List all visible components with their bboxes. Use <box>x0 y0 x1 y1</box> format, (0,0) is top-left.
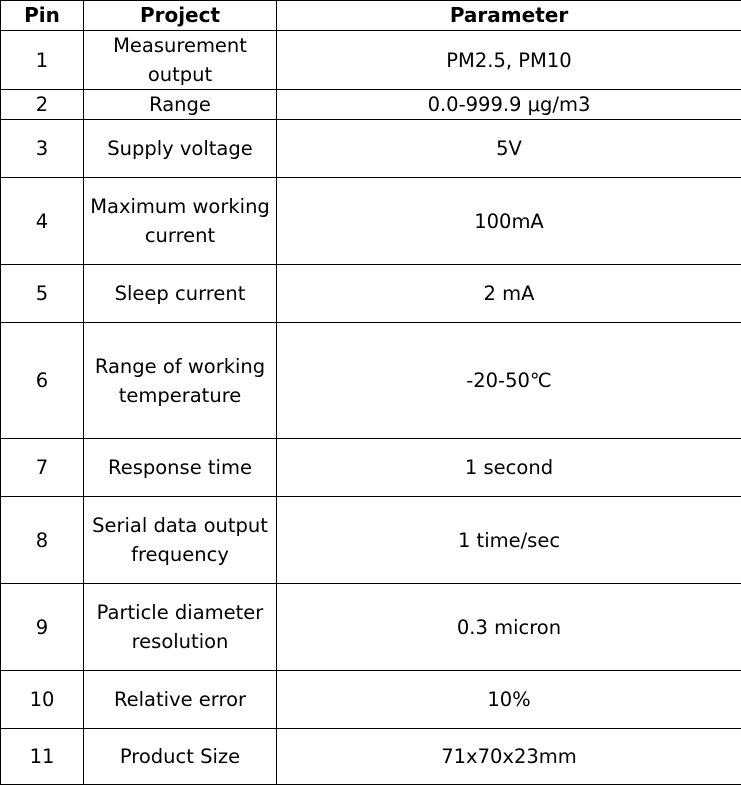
table-row <box>1 323 741 439</box>
parameter-cell: 1 time/sec <box>277 497 741 584</box>
pin-cell: 3 <box>1 120 84 178</box>
pin-cell: 9 <box>1 584 84 671</box>
header-row <box>1 1 741 31</box>
pin-cell: 1 <box>1 31 84 90</box>
parameter-cell: 100mA <box>277 178 741 265</box>
pin-cell: 5 <box>1 265 84 323</box>
parameter-cell: -20-50℃ <box>277 323 741 439</box>
project-cell: Sleep current <box>84 265 277 323</box>
column-header-pin: Pin <box>1 1 84 31</box>
table-row <box>1 671 741 729</box>
project-cell: Serial data output frequency <box>84 497 277 584</box>
project-cell: Range <box>84 90 277 120</box>
table-row <box>1 90 741 120</box>
project-cell: Relative error <box>84 671 277 729</box>
pin-cell: 4 <box>1 178 84 265</box>
parameter-cell: PM2.5, PM10 <box>277 31 741 90</box>
project-cell: Measurement output <box>84 31 277 90</box>
project-cell: Product Size <box>84 729 277 785</box>
parameter-cell: 10% <box>277 671 741 729</box>
column-header-parameter: Parameter <box>277 1 741 31</box>
project-cell: Maximum working current <box>84 178 277 265</box>
table-row <box>1 120 741 178</box>
table-row <box>1 584 741 671</box>
table-row <box>1 497 741 584</box>
column-header-project: Project <box>84 1 277 31</box>
table-row <box>1 178 741 265</box>
project-cell: Supply voltage <box>84 120 277 178</box>
pin-cell: 10 <box>1 671 84 729</box>
project-cell: Particle diameter resolution <box>84 584 277 671</box>
table-row <box>1 439 741 497</box>
parameter-cell: 5V <box>277 120 741 178</box>
project-cell: Range of working temperature <box>84 323 277 439</box>
table-row <box>1 729 741 785</box>
parameter-cell: 1 second <box>277 439 741 497</box>
parameter-cell: 2 mA <box>277 265 741 323</box>
pin-cell: 2 <box>1 90 84 120</box>
pin-cell: 7 <box>1 439 84 497</box>
pin-cell: 6 <box>1 323 84 439</box>
table-row <box>1 31 741 90</box>
pin-cell: 8 <box>1 497 84 584</box>
pin-cell: 11 <box>1 729 84 785</box>
project-cell: Response time <box>84 439 277 497</box>
parameter-cell: 0.3 micron <box>277 584 741 671</box>
parameter-cell: 71x70x23mm <box>277 729 741 785</box>
parameter-cell: 0.0-999.9 μg/m3 <box>277 90 741 120</box>
table-row <box>1 265 741 323</box>
